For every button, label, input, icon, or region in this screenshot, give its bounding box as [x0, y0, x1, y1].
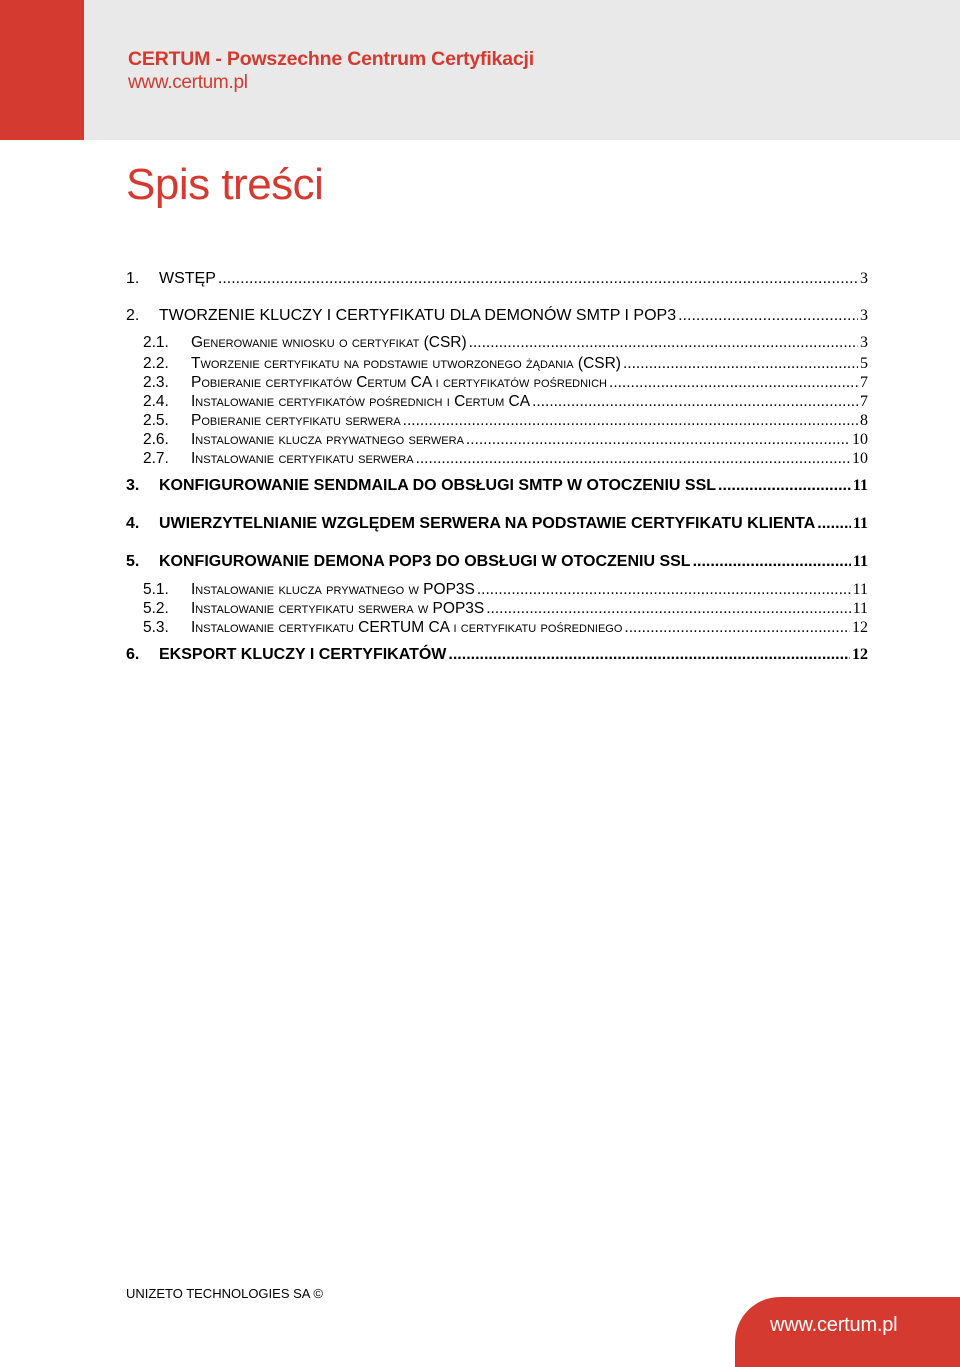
toc-page-number: 11	[852, 515, 868, 532]
toc-label: Instalowanie certyfikatu CERTUM CA i certyfikatu pośredniego	[191, 619, 623, 636]
toc-entry[interactable]	[143, 600, 868, 618]
toc-number: 2.7.	[143, 450, 169, 467]
toc-entry[interactable]	[126, 270, 868, 288]
toc-leader-dots	[693, 553, 851, 571]
toc-number: 2.1.	[143, 334, 169, 351]
toc-leader-dots	[718, 477, 851, 495]
toc-page-number: 7	[860, 393, 868, 410]
toc-label: Instalowanie klucza prywatnego serwera	[191, 431, 464, 448]
toc-number: 2.5.	[143, 412, 169, 429]
footer-company: UNIZETO TECHNOLOGIES SA ©	[126, 1286, 323, 1301]
toc-leader-dots	[609, 374, 858, 392]
header-red-bar	[0, 0, 84, 140]
toc-leader-dots	[532, 393, 858, 411]
page-title: Spis treści	[126, 160, 324, 209]
toc-page-number: 3	[860, 270, 868, 287]
toc-number: 2.3.	[143, 374, 169, 391]
toc-label: Instalowanie klucza prywatnego w POP3S	[191, 581, 475, 598]
toc-page-number: 5	[860, 355, 868, 372]
toc-page-number: 3	[860, 307, 868, 324]
toc-leader-dots	[624, 619, 850, 637]
toc-label: Instalowanie certyfikatów pośrednich i Certum CA	[191, 393, 531, 410]
toc-number: 1.	[126, 270, 140, 287]
toc-page-number: 11	[852, 581, 868, 598]
toc-entry[interactable]	[143, 450, 868, 468]
toc-label: EKSPORT KLUCZY I CERTYFIKATÓW	[159, 646, 447, 663]
toc-page-number: 11	[852, 553, 868, 570]
toc-leader-dots	[448, 646, 850, 664]
toc-number: 5.3.	[143, 619, 169, 636]
toc-leader-dots	[416, 450, 850, 468]
footer-url[interactable]: www.certum.pl	[770, 1314, 898, 1336]
toc-entry[interactable]	[126, 515, 868, 533]
toc-leader-dots	[466, 431, 850, 449]
brand-title: CERTUM - Powszechne Centrum Certyfikacji	[128, 48, 534, 70]
toc-number: 5.	[126, 553, 140, 570]
toc-entry[interactable]	[126, 646, 868, 664]
toc-entry[interactable]	[143, 355, 868, 373]
toc-entry[interactable]	[143, 334, 868, 352]
toc-page-number: 10	[852, 431, 868, 448]
toc-leader-dots	[623, 355, 858, 373]
toc-entry[interactable]	[126, 553, 868, 571]
toc-page-number: 12	[852, 619, 868, 636]
brand-url[interactable]: www.certum.pl	[128, 72, 248, 93]
toc-page-number: 11	[852, 600, 868, 617]
toc-leader-dots	[469, 334, 858, 352]
toc-leader-dots	[403, 412, 858, 430]
toc-entry[interactable]	[143, 581, 868, 599]
toc-entry[interactable]	[126, 477, 868, 495]
toc-label: Pobieranie certyfikatów Certum CA i certyfikatów pośrednich	[191, 374, 608, 391]
toc-number: 5.2.	[143, 600, 169, 617]
toc-page-number: 7	[860, 374, 868, 391]
toc-number: 2.4.	[143, 393, 169, 410]
toc-number: 3.	[126, 477, 140, 494]
toc-entry[interactable]	[143, 619, 868, 637]
toc-label: KONFIGUROWANIE DEMONA POP3 DO OBSŁUGI W OTOCZENIU SSL	[159, 553, 691, 570]
toc-label: UWIERZYTELNIANIE WZGLĘDEM SERWERA NA PODSTAWIE CERTYFIKATU KLIENTA	[159, 515, 816, 532]
toc-leader-dots	[218, 270, 858, 288]
toc-leader-dots	[678, 307, 858, 325]
toc-entry[interactable]	[143, 393, 868, 411]
toc-page-number: 3	[860, 334, 868, 351]
toc-number: 6.	[126, 646, 140, 663]
toc-leader-dots	[477, 581, 851, 599]
toc-leader-dots	[486, 600, 850, 618]
toc-entry[interactable]	[143, 412, 868, 430]
toc-page-number: 12	[852, 646, 868, 663]
toc-label: TWORZENIE KLUCZY I CERTYFIKATU DLA DEMONÓW SMTP I POP3	[159, 307, 677, 324]
toc-number: 2.6.	[143, 431, 169, 448]
toc-entry[interactable]	[126, 307, 868, 325]
toc-label: Generowanie wniosku o certyfikat (CSR)	[191, 334, 467, 351]
toc-page-number: 8	[860, 412, 868, 429]
toc-label: Tworzenie certyfikatu na podstawie utworzonego żądania (CSR)	[191, 355, 621, 372]
toc-number: 4.	[126, 515, 140, 532]
toc-label: Instalowanie certyfikatu serwera w POP3S	[191, 600, 485, 617]
toc-label: KONFIGUROWANIE SENDMAILA DO OBSŁUGI SMTP W OTOCZENIU SSL	[159, 477, 717, 494]
toc-leader-dots	[817, 515, 851, 533]
toc-number: 2.	[126, 307, 140, 324]
toc-page-number: 10	[852, 450, 868, 467]
toc-page-number: 11	[852, 477, 868, 494]
toc-entry[interactable]	[143, 431, 868, 449]
toc-label: WSTĘP	[159, 270, 216, 287]
toc-number: 5.1.	[143, 581, 169, 598]
toc-entry[interactable]	[143, 374, 868, 392]
toc-label: Instalowanie certyfikatu serwera	[191, 450, 414, 467]
toc-number: 2.2.	[143, 355, 169, 372]
toc-label: Pobieranie certyfikatu serwera	[191, 412, 401, 429]
